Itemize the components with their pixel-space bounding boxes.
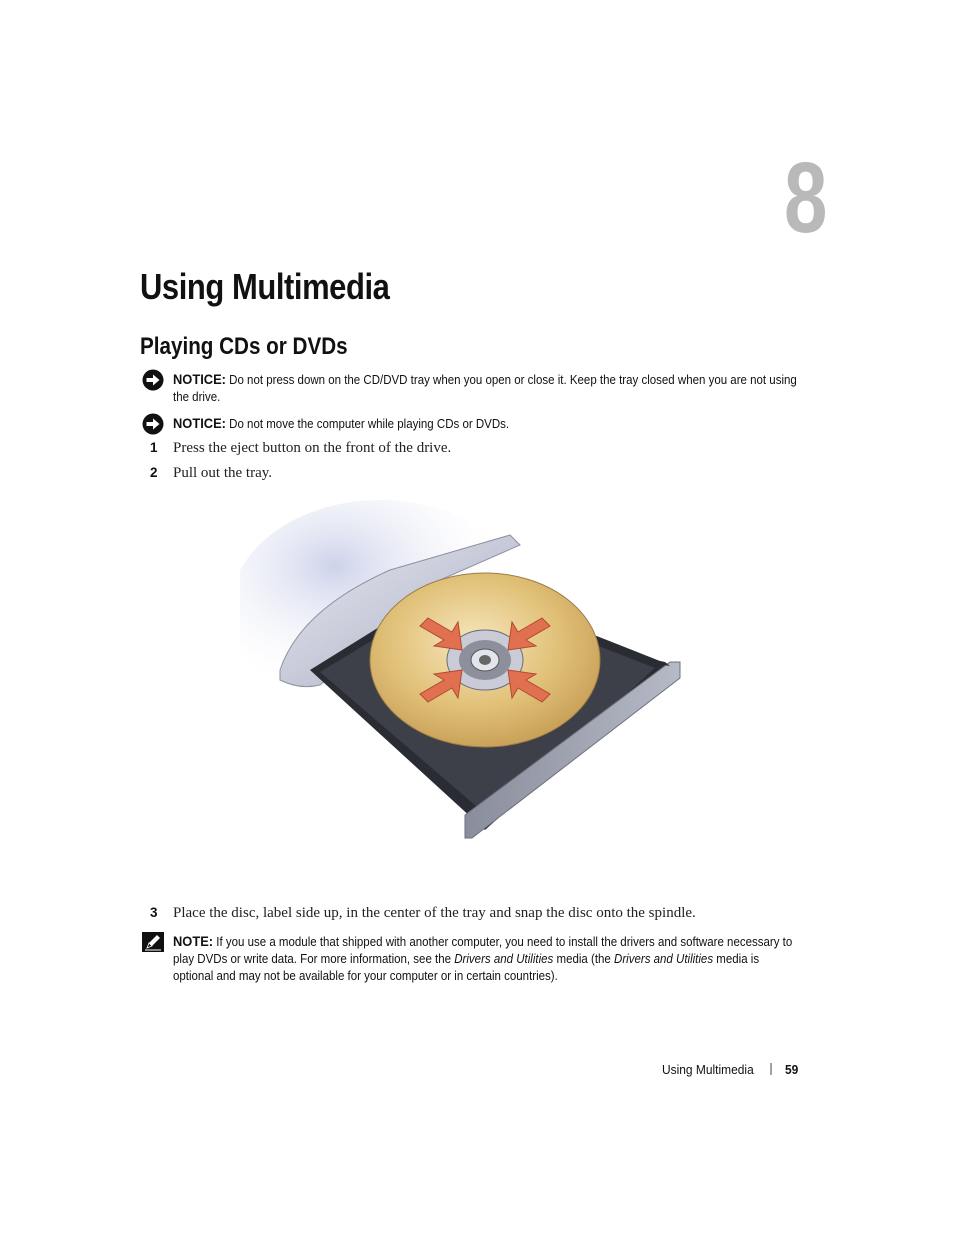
step-number: 3 xyxy=(150,905,158,920)
note-body: media is optional and may not be available for your computer or in certain countries). xyxy=(173,952,760,983)
chapter-number: 8 xyxy=(784,142,828,254)
note-label: NOTE: xyxy=(173,933,214,949)
cd-tray-illustration xyxy=(240,500,700,870)
notice-arrow-icon xyxy=(142,413,164,435)
notice-label: NOTICE: xyxy=(173,415,226,431)
notice-body: Do not move the computer while playing CDs or DVDs. xyxy=(225,417,510,431)
notice-1 xyxy=(142,371,802,406)
note-body: media (the xyxy=(553,952,615,966)
pencil-note-icon xyxy=(142,932,164,954)
footer-separator xyxy=(770,1063,771,1075)
step-2 xyxy=(150,465,272,482)
notice-body: Do not press down on the CD/DVD tray when you open or close it. Keep the tray closed when you are not using the drive. xyxy=(173,373,797,404)
step-number: 2 xyxy=(150,465,158,480)
chapter-title: Using Multimedia xyxy=(140,266,390,307)
notice-1-text xyxy=(173,371,799,406)
section-title: Playing CDs or DVDs xyxy=(140,333,348,360)
step-1 xyxy=(150,440,451,457)
note-italic: Drivers and Utilities xyxy=(454,952,554,966)
step-3 xyxy=(150,905,696,922)
note xyxy=(142,933,802,985)
step-text: Pull out the tray. xyxy=(173,465,273,481)
notice-2 xyxy=(142,415,802,433)
page-footer xyxy=(662,1062,798,1077)
note-italic: Drivers and Utilities xyxy=(614,952,714,966)
note-body: If you use a module that shipped with another computer, you need to install the drivers and software necessary to play DVDs or write data. For more information, see the xyxy=(173,935,793,966)
notice-arrow-icon xyxy=(142,369,164,391)
note-text xyxy=(173,933,799,985)
notice-label: NOTICE: xyxy=(173,371,226,387)
page-number: 59 xyxy=(785,1062,799,1077)
step-text: Press the eject button on the front of the drive. xyxy=(173,440,452,456)
step-number: 1 xyxy=(150,440,158,455)
notice-2-text xyxy=(173,415,799,433)
step-text: Place the disc, label side up, in the center of the tray and snap the disc onto the spindle. xyxy=(173,905,696,921)
footer-section: Using Multimedia xyxy=(662,1062,754,1077)
